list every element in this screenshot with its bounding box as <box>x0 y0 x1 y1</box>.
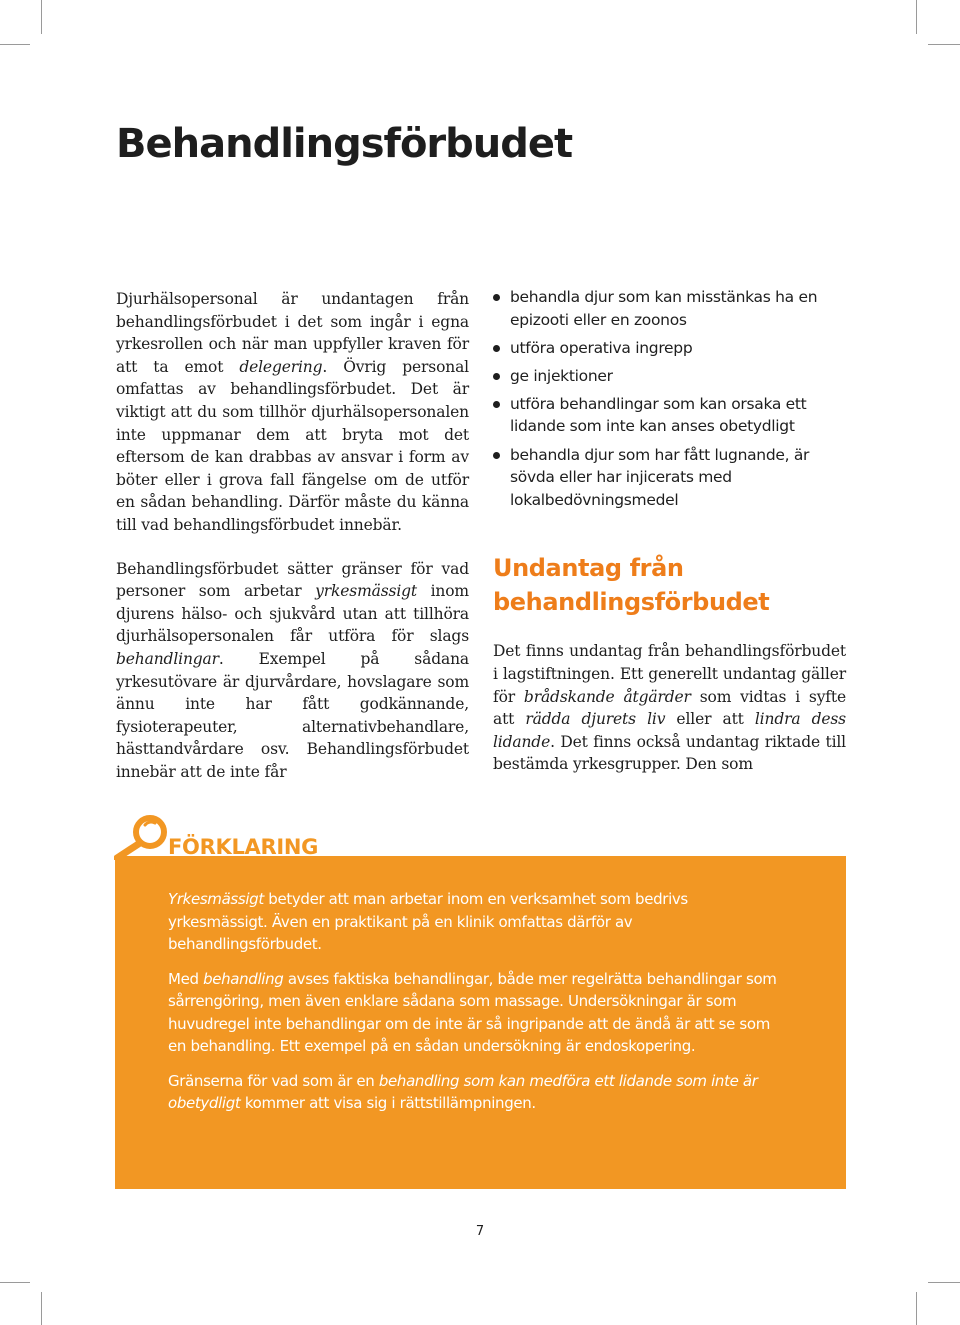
right-column <box>493 286 846 776</box>
crop-mark <box>0 1282 30 1283</box>
bullet-icon <box>493 294 500 301</box>
list-item <box>493 337 846 360</box>
crop-mark <box>0 44 30 45</box>
crop-mark <box>41 1292 42 1325</box>
crop-mark <box>916 0 917 34</box>
crop-mark <box>41 0 42 34</box>
left-column <box>116 288 469 783</box>
list-item-text: behandla djur som kan misstänkas ha en epizooti eller en zoonos <box>510 288 818 329</box>
page-number: 7 <box>475 1224 485 1239</box>
crop-mark <box>928 1282 960 1283</box>
list-item <box>493 365 846 388</box>
bullet-icon <box>493 401 500 408</box>
list-item-text: utföra behandlingar som kan orsaka ett lidande som inte kan anses obetydligt <box>510 394 807 436</box>
crop-mark <box>916 1292 917 1325</box>
exception-paragraph: Det finns undantag från behandlingsförbudet i lagstiftningen. Ett generellt undantag gäller för brådskande åtgärder som vidtas i syfte att rädda djurets liv eller att lindra dess lidande. Det finns också undantag riktade till bestämda yrkesgrupper. Den som <box>493 642 846 774</box>
list-item-text: behandla djur som har fått lugnande, är sövda eller har injicerats med lokalbedövningsmedel <box>510 445 810 509</box>
section-heading: Undantag från behandlingsförbudet <box>493 554 770 617</box>
list-item-text: ge injektioner <box>510 366 613 385</box>
intro-paragraph: Djurhälsopersonal är undantagen från behandlingsförbudet i det som ingår i egna yrkesrollen och när man uppfyller kraven för att ta emot delegering. Övrig personal omfattas av behandlingsförbudet. Det är viktigt att du som tillhör djurhälsopersonalen inte uppmanar dem att bryta mot det eftersom de kan drabbas av ansvar i form av böter eller i grova fall fängelse om de utför en sådan behandling. Därför måste du känna till vad behandlingsförbudet innebär. <box>116 290 469 534</box>
explanation-paragraph: Gränserna för vad som är en behandling som kan medföra ett lidande som inte är obetydligt kommer att visa sig i rättstillämpningen. <box>168 1071 758 1112</box>
bullet-icon <box>493 345 500 352</box>
list-item <box>493 393 846 438</box>
ban-paragraph: Behandlingsförbudet sätter gränser för vad personer som arbetar yrkesmässigt inom djurens hälso- och sjukvård utan att tillhöra djurhälsopersonalen får utföra för slags behandlingar. Exempel på sådana yrkesutövare är djurvårdare, hovslagare som ännu inte har fått godkännande, fysioterapeuter, alternativbehandlare, hästtandvårdare osv. Behandlingsförbudet innebär att de inte får <box>116 559 469 781</box>
explanation-paragraph: Med behandling avses faktiska behandlingar, både mer regelrätta behandlingar som sårrengöring, men även enklare sådana som massage. Undersökningar är som huvudregel inte behandlingar om de inte är så ingripande att de ändå är att se som en behandling. Ett exempel på en sådan undersökning är endoskopering. <box>168 969 777 1055</box>
explanation-paragraph: Yrkesmässigt betyder att man arbetar inom en verksamhet som bedrivs yrkesmässigt. Även en praktikant på en klinik omfattas därför av behandlingsförbudet. <box>168 890 688 953</box>
crop-mark <box>928 44 960 45</box>
page-title: Behandlingsförbudet <box>116 121 573 167</box>
explanation-label: FÖRKLARING <box>168 835 319 856</box>
list-item <box>493 286 846 331</box>
list-item <box>493 444 846 512</box>
bullet-list <box>493 286 846 511</box>
explanation-content <box>168 888 788 1127</box>
bullet-icon <box>493 452 500 459</box>
bullet-icon <box>493 373 500 380</box>
list-item-text: utföra operativa ingrepp <box>510 338 693 357</box>
